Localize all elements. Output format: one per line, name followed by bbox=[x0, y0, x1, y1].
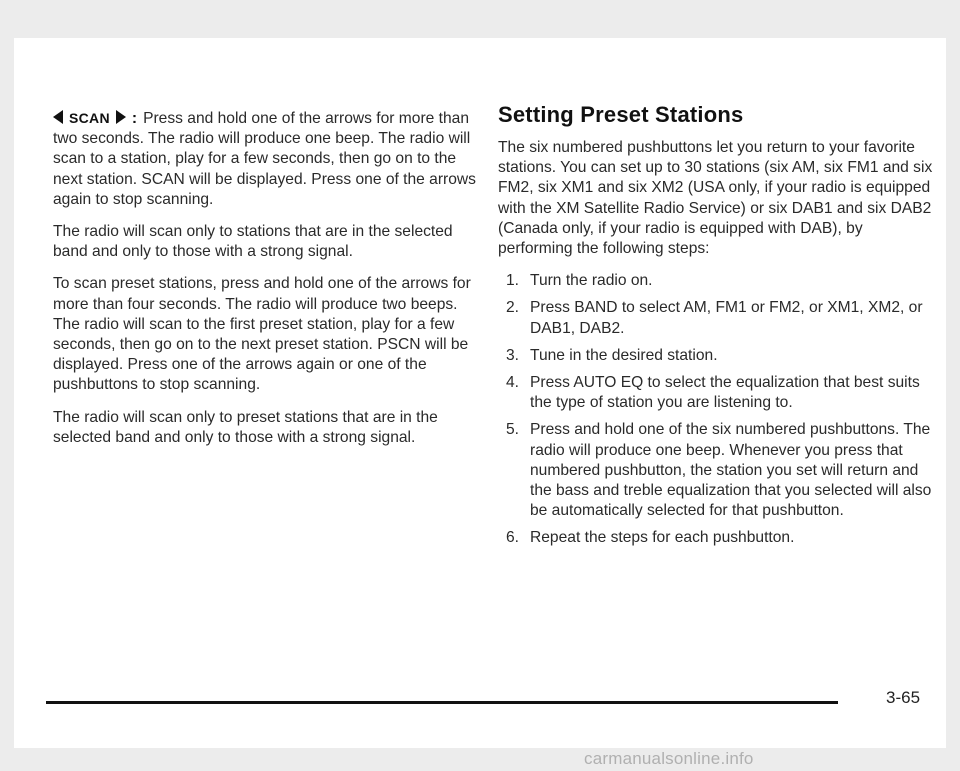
step-number: 3. bbox=[506, 346, 520, 364]
step-number: 5. bbox=[506, 421, 520, 439]
list-item bbox=[498, 528, 938, 548]
seek-left-arrow-icon bbox=[53, 110, 63, 124]
list-item bbox=[498, 346, 938, 366]
step-text: Repeat the steps for each pushbutton. bbox=[530, 529, 795, 547]
seek-right-arrow-icon bbox=[116, 110, 126, 124]
left-column bbox=[53, 108, 478, 460]
section-heading: Setting Preset Stations bbox=[498, 102, 744, 127]
preset-strong-signal-paragraph: The radio will scan only to preset stations that are in the selected band and only to those with a strong signal. bbox=[53, 408, 438, 446]
step-number: 6. bbox=[506, 529, 520, 547]
page-number: 3-65 bbox=[886, 688, 921, 707]
footer-rule bbox=[46, 701, 838, 704]
right-column bbox=[498, 102, 938, 556]
step-text: Tune in the desired station. bbox=[530, 346, 718, 364]
step-text: Press AUTO EQ to select the equalization that best suits the type of station you are listening to. bbox=[530, 374, 920, 412]
watermark-link[interactable]: carmanualsonline.info bbox=[584, 749, 754, 768]
preset-scan-paragraph: To scan preset stations, press and hold one of the arrows for more than four seconds. The radio will produce two beeps. The radio will scan to the first preset station, play for a few seconds, then go on to the next preset station. PSCN will be displayed. Press one of the arrows again or one of the pushbuttons to stop scanning. bbox=[53, 275, 471, 394]
list-item bbox=[498, 420, 938, 521]
scan-colon: : bbox=[131, 110, 138, 127]
step-number: 4. bbox=[506, 374, 520, 392]
scan-paragraph bbox=[53, 108, 478, 210]
list-item bbox=[498, 271, 938, 291]
list-item bbox=[498, 298, 938, 338]
steps-list bbox=[498, 271, 938, 548]
scan-strong-signal-paragraph: The radio will scan only to stations that are in the selected band and only to those with a strong signal. bbox=[53, 223, 453, 261]
scan-description: Press and hold one of the arrows for more than two seconds. The radio will produce one beep. The radio will scan to a station, play for a few seconds, then go on to the next station. SCAN will be displayed. Press one of the arrows again to stop scanning. bbox=[53, 110, 476, 208]
step-text: Press BAND to select AM, FM1 or FM2, or XM1, XM2, or DAB1, DAB2. bbox=[530, 299, 923, 337]
step-number: 1. bbox=[506, 272, 520, 290]
intro-paragraph: The six numbered pushbuttons let you return to your favorite stations. You can set up to 30 stations (six AM, six FM1 and six FM2, six XM1 and six XM2 (USA only, if your radio is equipped with the XM Satellite Radio Service) or six DAB1 and six DAB2 (Canada only, if your radio is equipped with DAB), by performing the following steps: bbox=[498, 139, 933, 258]
list-item bbox=[498, 373, 938, 413]
step-number: 2. bbox=[506, 299, 520, 317]
scan-label: SCAN bbox=[69, 110, 110, 126]
step-text: Turn the radio on. bbox=[530, 272, 653, 290]
step-text: Press and hold one of the six numbered pushbuttons. The radio will produce one beep. Whenever you press that numbered pushbutton, the station you set will return and the bass and treble equalization that you selected will also be automatically selected for that pushbutton. bbox=[530, 421, 932, 520]
